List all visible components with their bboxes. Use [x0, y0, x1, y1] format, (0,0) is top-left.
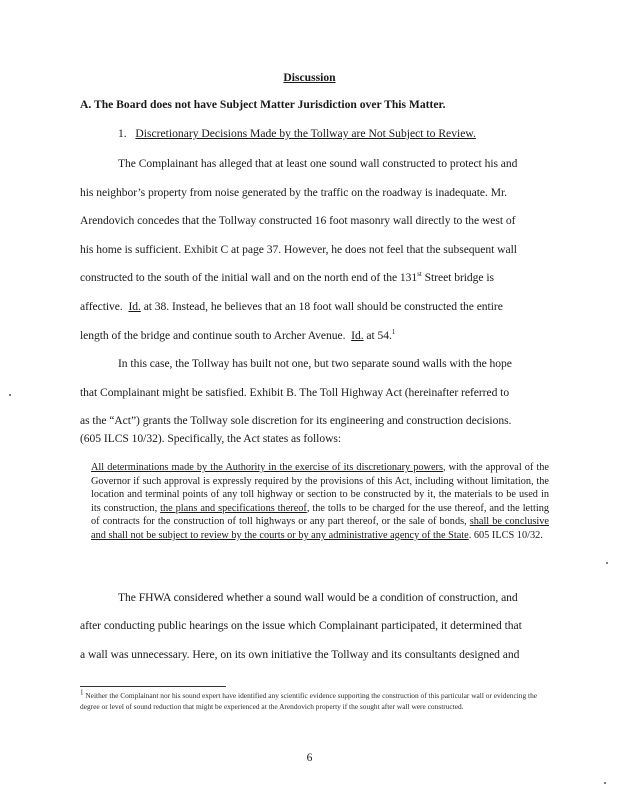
heading-a: A. The Board does not have Subject Matter Jurisdiction over This Matter.	[80, 98, 446, 111]
line-text: affective.	[80, 300, 123, 313]
section-title: Discussion	[283, 71, 336, 84]
paragraph-line: The Complainant has alleged that at least one sound wall constructed to protect his and	[118, 157, 518, 170]
quote-text: . 605 ILCS 10/32.	[468, 529, 543, 541]
quote-underlined: All determinations made by the Authority in the exercise of its discretionary powers	[91, 462, 443, 473]
page-number: 6	[306, 751, 313, 764]
citation-id: Id.	[128, 300, 141, 313]
quote-underlined: the plans and specifications thereof	[160, 502, 307, 514]
quote-text: , the tolls to be charged for the use thereof, and the letting of contracts for the construction of toll highways or any part thereof, or the sale of bonds,	[91, 502, 549, 528]
footnote	[80, 690, 544, 712]
paragraph-line: his home is sufficient. Exhibit C at page 37. However, he does not feel that the subsequent wall	[80, 243, 517, 256]
paragraph-line: his neighbor’s property from noise generated by the traffic on the roadway is inadequate. Mr.	[80, 186, 507, 199]
heading-1	[118, 127, 476, 140]
paragraph-line: The FHWA considered whether a sound wall would be a condition of construction, and	[118, 591, 518, 604]
footnote-text: Neither the Complainant nor his sound expert have identified any scientific evidence supporting the construction of this particular wall or evidencing the degree or level of sound reduction that might be experienced at the Arendovich property if the sought after wall were constructed.	[80, 691, 538, 711]
line-text: constructed to the south of the initial wall and on the north end of the 131	[80, 271, 418, 284]
paragraph-line: (605 ILCS 10/32). Specifically, the Act states as follows:	[80, 432, 342, 445]
quote-underlined: shall be conclusive and shall not be subject to review by the courts or by any administrative agency of the State	[91, 516, 549, 541]
heading-1-text: Discretionary Decisions Made by the Tollway are Not Subject to Review.	[135, 127, 476, 140]
citation-id: Id.	[351, 329, 364, 342]
scan-speck	[9, 394, 11, 396]
ordinal-superscript: st	[417, 270, 422, 279]
paragraph-line: as the “Act”) grants the Tollway sole discretion for its engineering and construction decisions.	[80, 414, 512, 427]
paragraph-line	[80, 271, 494, 284]
paragraph-line: a wall was unnecessary. Here, on its own initiative the Tollway and its consultants designed and	[80, 648, 520, 661]
scan-speck	[604, 782, 606, 784]
footnote-mark: 1	[80, 688, 84, 697]
line-text: at 38. Instead, he believes that an 18 foot wall should be constructed the entire	[140, 300, 503, 313]
paragraph-line	[80, 329, 395, 342]
paragraph-line: In this case, the Tollway has built not one, but two separate sound walls with the hope	[118, 357, 512, 370]
line-text: at 54.	[363, 329, 392, 342]
heading-1-number: 1.	[118, 127, 127, 140]
footnote-divider	[80, 686, 226, 687]
line-text: length of the bridge and continue south to Archer Avenue.	[80, 329, 346, 342]
paragraph-line: after conducting public hearings on the issue which Complainant participated, it determined that	[80, 619, 522, 632]
quote-text: , with the approval of the Governor if such approval is expressly required by the provisions of this Act, including without limitation, the location and terminal points of any toll highway or section to be constructed by it, the materials to be used in its construction,	[91, 462, 549, 514]
line-text: Street bridge is	[421, 271, 495, 284]
paragraph-line	[80, 300, 503, 313]
paragraph-line: that Complainant might be satisfied. Exhibit B. The Toll Highway Act (hereinafter referred to	[80, 386, 510, 399]
block-quote	[91, 461, 549, 543]
footnote-ref: 1	[391, 328, 396, 337]
paragraph-line: Arendovich concedes that the Tollway constructed 16 foot masonry wall directly to the west of	[80, 214, 516, 227]
scan-speck	[606, 562, 608, 564]
